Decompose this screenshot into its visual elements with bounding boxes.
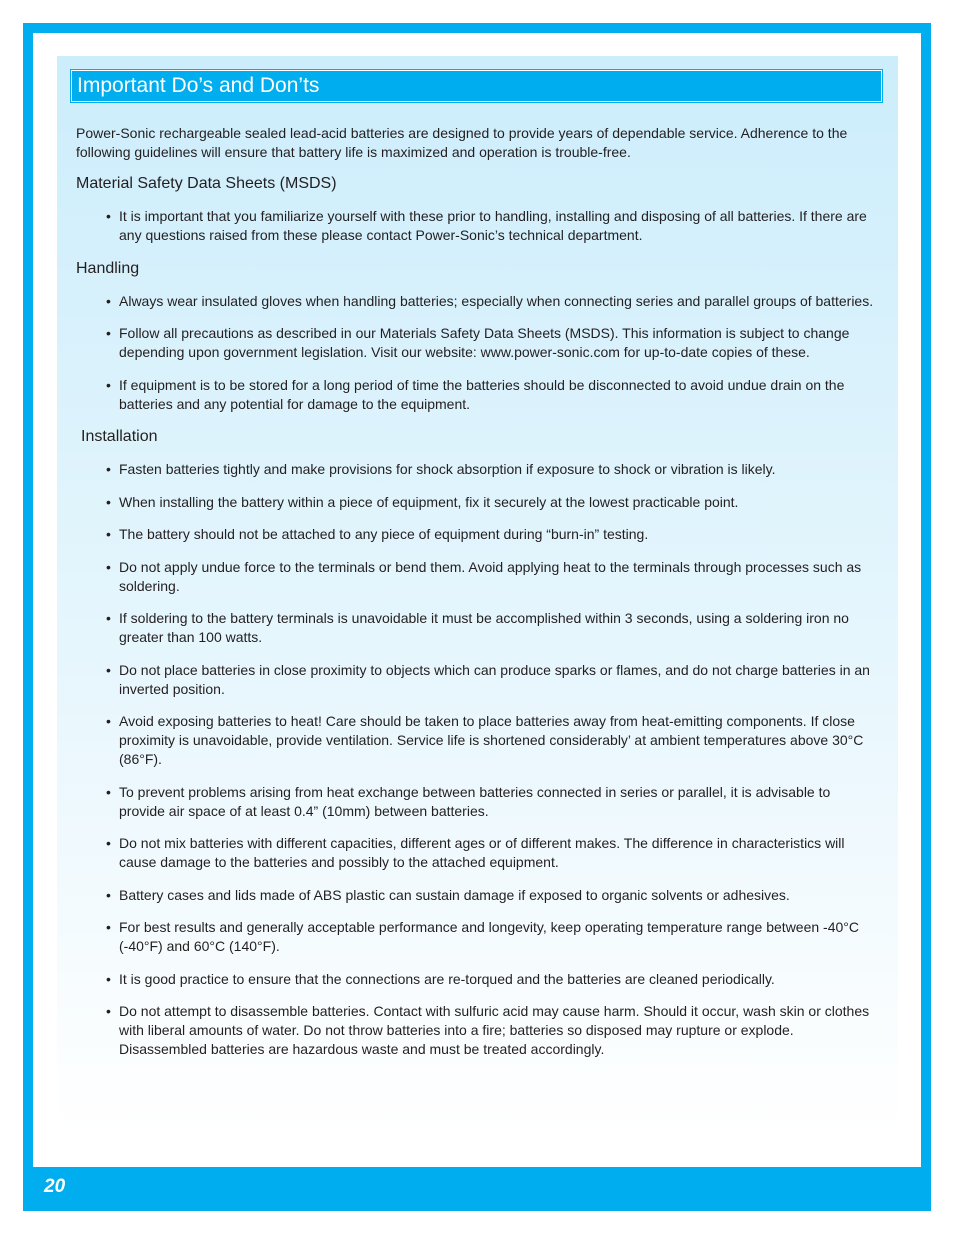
- list-item: • Avoid exposing batteries to heat! Care should be taken to place batteries away from heat-emitting components. If close proximity is unavoidable, provide ventilation. Service life is shortened considerably’ at ambient temperatures above 30°C (86°F).: [106, 713, 864, 767]
- page-number: 20: [44, 1176, 66, 1197]
- list-item: • Always wear insulated gloves when handling batteries; especially when connecting series and parallel groups of batteries.: [106, 292, 874, 309]
- list-item: • Follow all precautions as described in our Materials Safety Data Sheets (MSDS). This information is subject to change depending upon government legislation. Visit our website: www.power-sonic.com for up-to-date copies of these.: [106, 325, 850, 360]
- list-item: • To prevent problems arising from heat exchange between batteries connected in series or parallel, it is advisable to provide air space of at least 0.4” (10mm) between batteries.: [106, 783, 831, 819]
- document-body: [76, 124, 876, 1073]
- bullet-icon: •: [106, 325, 111, 341]
- page-title: Important Do’s and Don’ts: [77, 74, 320, 97]
- bullet-icon: •: [106, 558, 111, 575]
- list-item: • It is good practice to ensure that the connections are re-torqued and the batteries are cleaned periodically.: [106, 970, 775, 987]
- bullet-icon: •: [106, 292, 111, 309]
- bullet-icon: •: [106, 461, 111, 477]
- list-item: • For best results and generally acceptable performance and longevity, keep operating temperature range between -40°C (-40°F) and 60°C (140°F).: [106, 919, 859, 954]
- list-item: • Do not mix batteries with different capacities, different ages or of different makes. The difference in characteristics will cause damage to the batteries and possibly to the attached equipment.: [106, 835, 845, 870]
- list-item: • Do not attempt to disassemble batteries. Contact with sulfuric acid may cause harm. Should it occur, wash skin or clothes with liberal amounts of water. Do not throw batteries into a fire; batteries so disposed may rupture or explode. Disassembled batteries are hazardous waste and must be treated accordingly.: [106, 1003, 870, 1057]
- bullet-icon: •: [106, 783, 111, 800]
- list-item: • Do not apply undue force to the terminals or bend them. Avoid applying heat to the terminals through processes such as soldering.: [106, 558, 862, 594]
- list-item: • The battery should not be attached to any piece of equipment during “burn-in” testing.: [106, 526, 649, 542]
- intro-paragraph: Power-Sonic rechargeable sealed lead-acid batteries are designed to provide years of dependable service. Adherence to the following guidelines will ensure that battery life is maximized and operation is trouble-free.: [76, 125, 848, 160]
- list-item: • When installing the battery within a piece of equipment, fix it securely at the lowest practicable point.: [106, 493, 739, 510]
- list-item: • Do not place batteries in close proximity to objects which can produce sparks or flames, and do not charge batteries in an inverted position.: [106, 661, 870, 697]
- section-heading-msds: Material Safety Data Sheets (MSDS): [76, 175, 337, 192]
- bullet-icon: •: [106, 970, 111, 987]
- bullet-icon: •: [106, 1003, 111, 1019]
- bullet-icon: •: [106, 835, 111, 851]
- bullet-icon: •: [106, 713, 111, 729]
- section-heading-installation: Installation: [81, 428, 158, 445]
- title-bar: [71, 70, 882, 102]
- list-item: • If equipment is to be stored for a long period of time the batteries should be disconnected to avoid undue drain on the batteries and any potential for damage to the equipment.: [106, 376, 845, 412]
- list-item: • Battery cases and lids made of ABS plastic can sustain damage if exposed to organic solvents or adhesives.: [106, 886, 790, 903]
- bullet-icon: •: [106, 208, 111, 224]
- bullet-icon: •: [106, 886, 111, 903]
- bullet-icon: •: [106, 526, 111, 542]
- installation-list: [76, 460, 876, 1059]
- list-item: • If soldering to the battery terminals is unavoidable it must be accomplished within 3 seconds, using a soldering iron no greater than 100 watts.: [106, 610, 849, 645]
- section-heading-handling: Handling: [76, 259, 140, 277]
- bullet-icon: •: [106, 493, 111, 510]
- bullet-icon: •: [106, 661, 111, 678]
- handling-list: [76, 292, 876, 414]
- list-item: • Fasten batteries tightly and make provisions for shock absorption if exposure to shock or vibration is likely.: [106, 461, 776, 477]
- bullet-icon: •: [106, 610, 111, 626]
- bullet-icon: •: [106, 919, 111, 935]
- bullet-icon: •: [106, 376, 111, 393]
- msds-list: [76, 207, 876, 245]
- list-item: • It is important that you familiarize yourself with these prior to handling, installing and disposing of all batteries. If there are any questions raised from these please contact Power-Sonic’s technical department.: [106, 208, 867, 243]
